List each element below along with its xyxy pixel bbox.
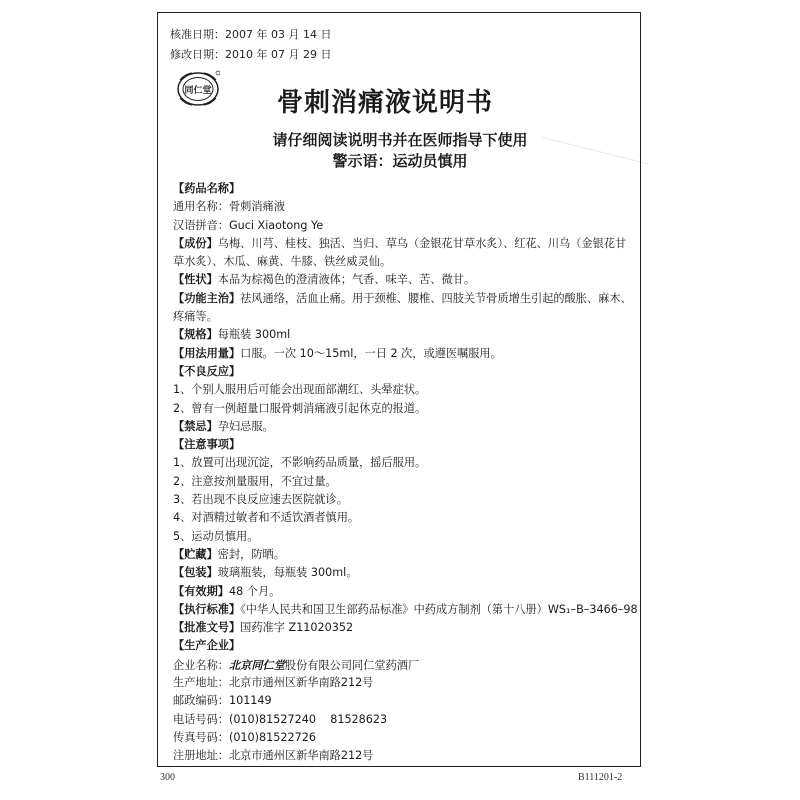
company-name-line: 企业名称：北京同仁堂股份有限公司同仁堂药酒厂 xyxy=(173,657,420,672)
approval-number-line: 【 批准文号 】 国药准字 Z11020352 xyxy=(173,619,633,637)
fax-line: 传真号码：(010)81522726 xyxy=(173,730,316,744)
adverse-item-1: 1、个别人服用后可能会出现面部潮红、头晕症状。 xyxy=(173,383,427,397)
section-head-notes: 【 注意事项 】 xyxy=(173,436,633,454)
section-head-manufacturer: 【 生产企业 】 xyxy=(173,637,633,655)
adverse-item-2: 2、曾有一例超量口服骨刺消痛液引起休克的报道。 xyxy=(173,401,427,415)
document-title: 骨刺消痛液说明书 xyxy=(277,88,494,118)
tongrentang-logo xyxy=(176,70,220,108)
common-name-line: 通用名称：骨刺消痛液 xyxy=(173,200,285,214)
notes-item-5: 5、运动员慎用。 xyxy=(173,529,259,543)
registered-address-line: 注册地址：北京市通州区新华南路212号 xyxy=(173,749,374,763)
usage-instruction: 请仔细阅读说明书并在医师指导下使用 xyxy=(272,131,528,149)
pinyin-line: 汉语拼音：Guci Xiaotong Ye xyxy=(173,218,324,232)
footer-right-code: B111201-2 xyxy=(578,772,623,783)
svg-text:同仁堂: 同仁堂 xyxy=(184,86,212,96)
validity-line: 【 有效期 】 48 个月。 xyxy=(173,583,633,601)
approval-date-line: 核准日期：2007 年 03 月 14 日 xyxy=(170,28,332,41)
revision-date-line: 修改日期：2010 年 07 月 29 日 xyxy=(170,48,332,61)
athlete-warning: 警示语：运动员慎用 xyxy=(332,152,468,170)
spec-line: 【 规格 】 每瓶装 300ml xyxy=(173,326,633,344)
notes-item-3: 3、若出现不良反应速去医院就诊。 xyxy=(173,493,348,507)
notes-item-2: 2、注意按剂量服用，不宜过量。 xyxy=(173,474,337,488)
storage-line: 【 贮藏 】 密封，防晒。 xyxy=(173,546,633,564)
leaflet-body xyxy=(173,180,638,766)
functions-line-2: 疼痛等。 xyxy=(173,310,218,324)
phone-line: 电话号码：(010)81527240 81528623 xyxy=(173,712,388,726)
notes-item-1: 1、放置可出现沉淀，不影响药品质量，摇后服用。 xyxy=(173,456,427,470)
contraindication-line: 【 禁忌 】 孕妇忌服。 xyxy=(173,418,633,436)
notes-item-4: 4、对酒精过敏者和不适饮酒者慎用。 xyxy=(173,511,360,525)
package-line: 【 包装 】 玻璃瓶装，每瓶装 300ml。 xyxy=(173,564,633,582)
usage-line: 【 用法用量 】 口服。一次 10～15ml，一日 2 次，或遵医嘱服用。 xyxy=(173,345,633,363)
section-head-adverse: 【 不良反应 】 xyxy=(173,363,633,381)
standard-line: 【 执行标准 】 《中华人民共和国卫生部药品标准》中药成方制剂（第十八册）WS₁–B–3466–98 xyxy=(173,601,633,619)
properties-line: 【 性状 】 本品为棕褐色的澄清液体；气香、味辛、苦、微甘。 xyxy=(173,271,633,289)
footer-left-code: 300 xyxy=(160,772,175,783)
section-head-drug-name: 【 药品名称 】 xyxy=(173,180,633,198)
ingredients-line-2: 草水炙）、木瓜、麻黄、牛膝、铁丝威灵仙。 xyxy=(173,255,392,269)
functions-line: 【 功能主治 】 祛风通络，活血止痛。用于颈椎、腰椎、四肢关节骨质增生引起的酸胀、麻木、 xyxy=(173,290,633,308)
postcode-line: 邮政编码：101149 xyxy=(173,694,272,708)
production-address-line: 生产地址：北京市通州区新华南路212号 xyxy=(173,676,374,690)
ingredients-line: 【 成份 】 乌梅、川芎、桂枝、独活、当归、草乌（金银花甘草水炙）、红花、川乌（金银花甘 xyxy=(173,235,633,253)
